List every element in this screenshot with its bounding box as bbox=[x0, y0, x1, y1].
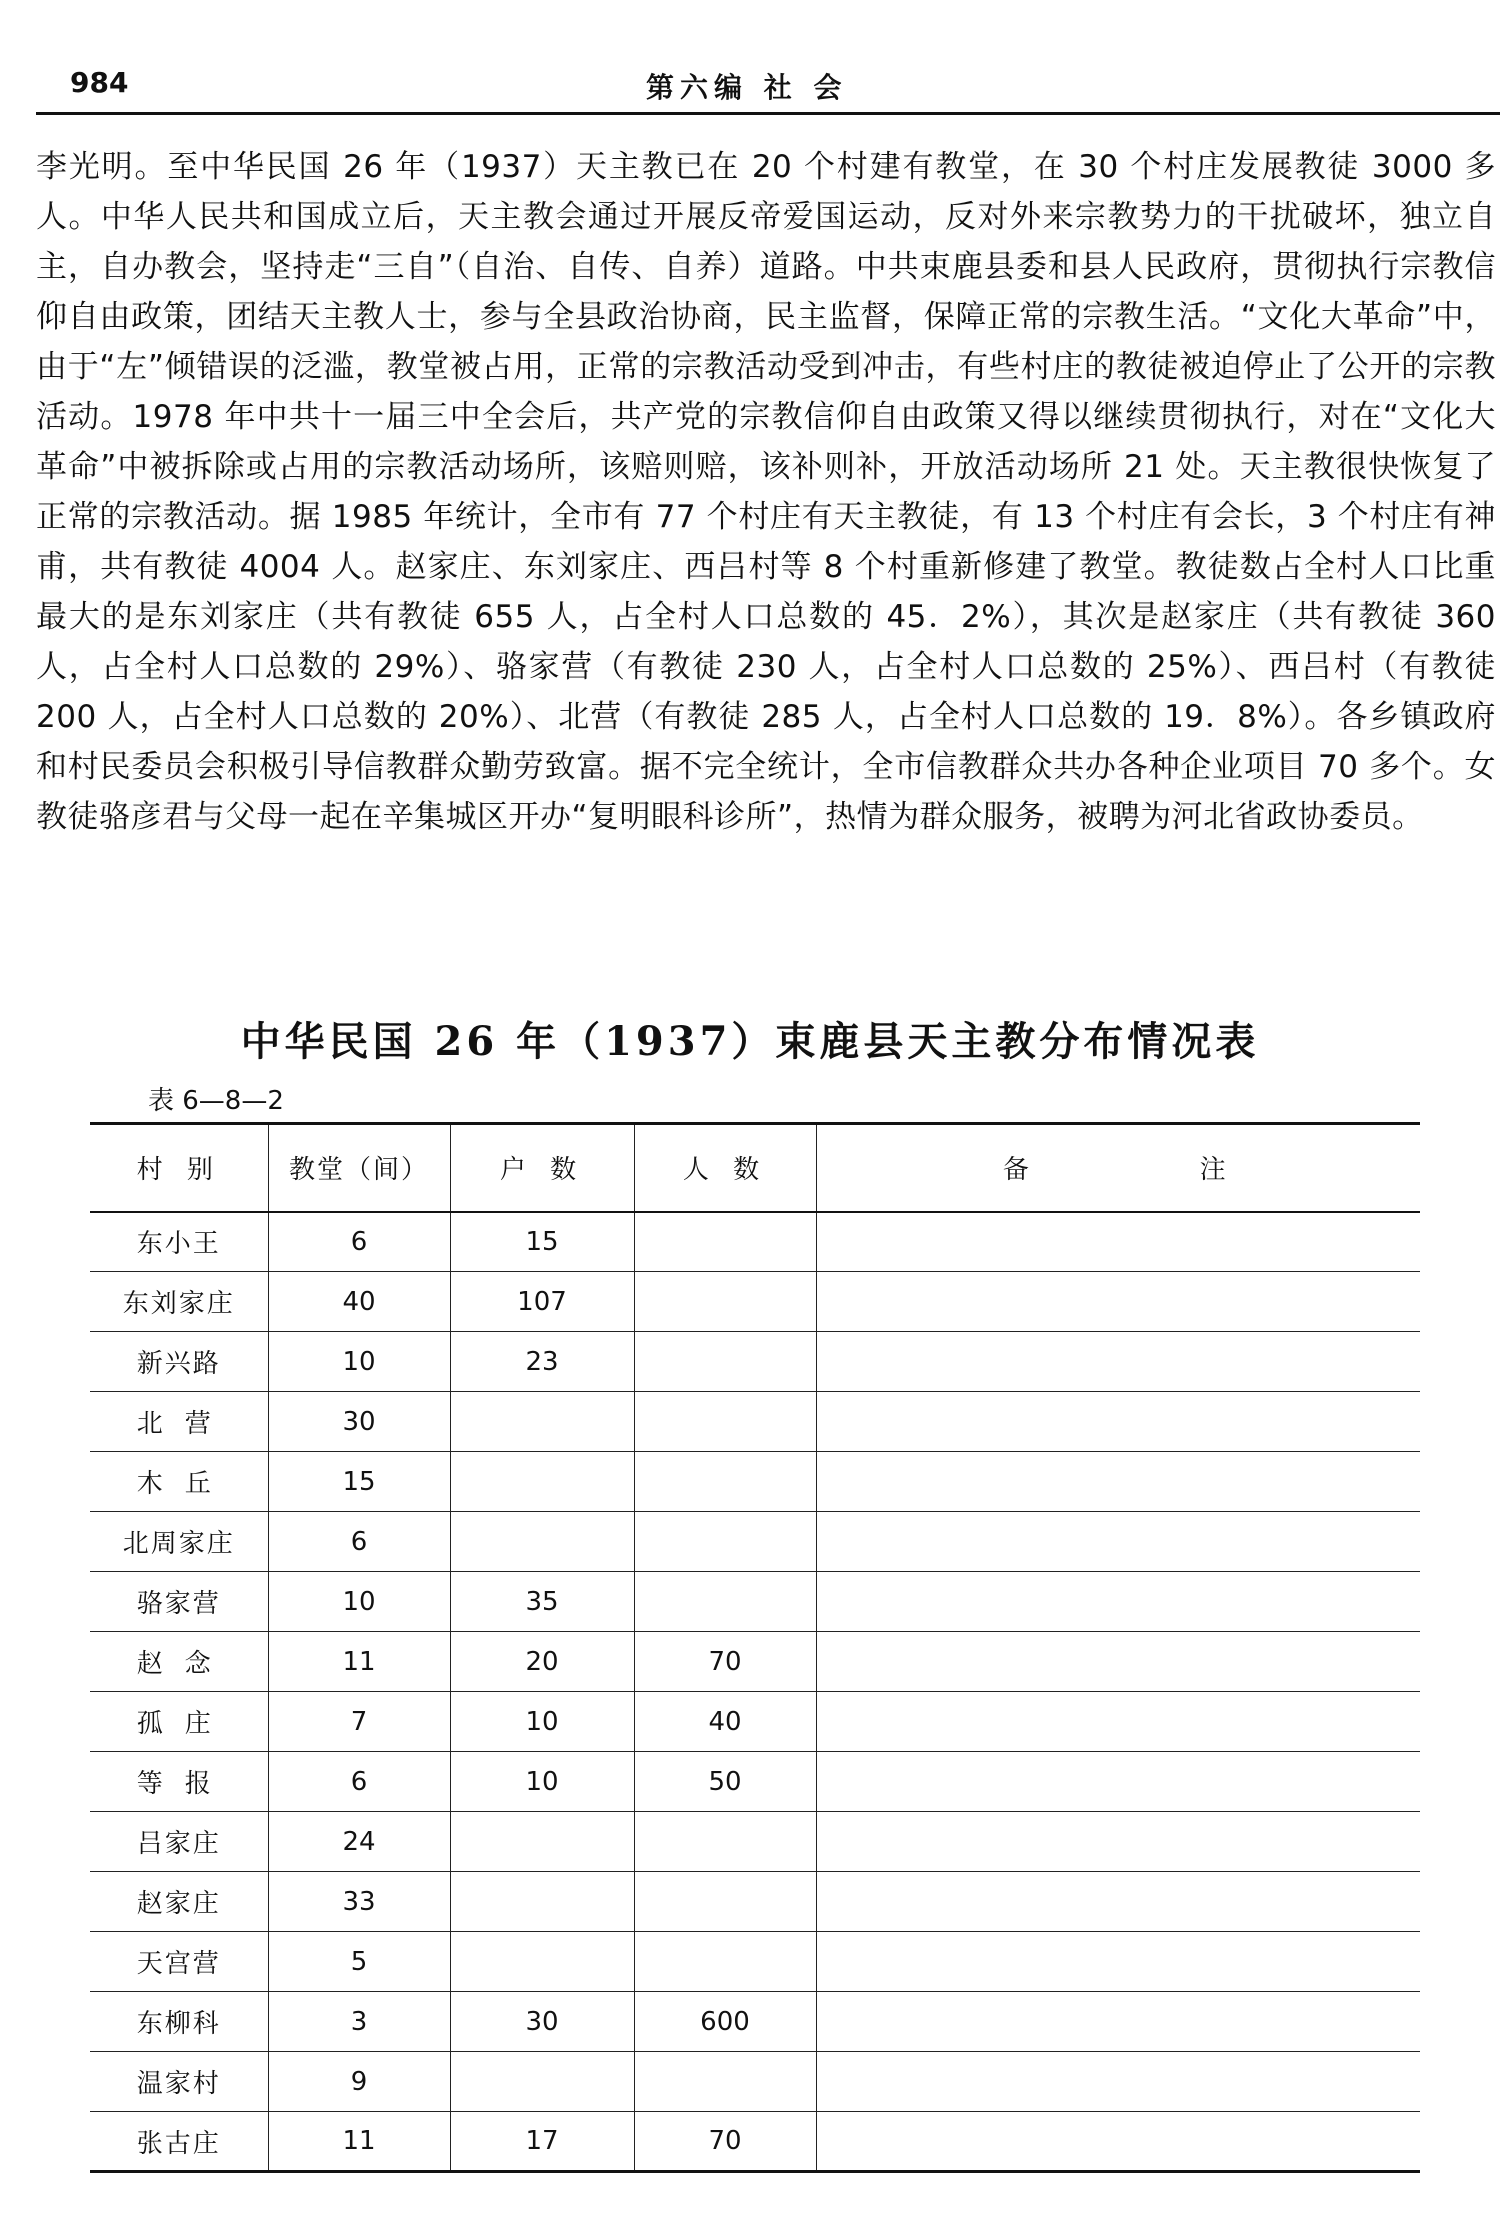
table-row bbox=[90, 1272, 1420, 1332]
village-cell: 张古庄 bbox=[90, 2112, 268, 2172]
table-number: 表 6—8—2 bbox=[148, 1086, 284, 1116]
notes-cell bbox=[816, 2112, 1420, 2172]
table-row bbox=[90, 1812, 1420, 1872]
notes-cell bbox=[816, 1572, 1420, 1632]
village-cell: 骆家营 bbox=[90, 1572, 268, 1632]
churches-cell: 40 bbox=[268, 1272, 450, 1332]
churches-cell: 24 bbox=[268, 1812, 450, 1872]
churches-cell: 9 bbox=[268, 2052, 450, 2112]
churches-cell: 5 bbox=[268, 1932, 450, 1992]
table-row bbox=[90, 1212, 1420, 1272]
households-cell: 107 bbox=[450, 1272, 634, 1332]
people-cell bbox=[634, 2052, 816, 2112]
table-row bbox=[90, 1512, 1420, 1572]
header-village: 村 别 bbox=[90, 1124, 268, 1212]
households-cell: 30 bbox=[450, 1992, 634, 2052]
households-cell: 20 bbox=[450, 1632, 634, 1692]
village-cell: 北营 bbox=[90, 1392, 268, 1452]
notes-cell bbox=[816, 1692, 1420, 1752]
page-number: 984 bbox=[70, 66, 129, 99]
notes-cell bbox=[816, 1812, 1420, 1872]
people-cell bbox=[634, 1212, 816, 1272]
households-cell bbox=[450, 2052, 634, 2112]
notes-cell bbox=[816, 1872, 1420, 1932]
table-row bbox=[90, 1452, 1420, 1512]
churches-cell: 15 bbox=[268, 1452, 450, 1512]
notes-cell bbox=[816, 1512, 1420, 1572]
village-cell: 吕家庄 bbox=[90, 1812, 268, 1872]
households-cell bbox=[450, 1812, 634, 1872]
people-cell: 40 bbox=[634, 1692, 816, 1752]
body-text bbox=[36, 142, 1496, 842]
churches-cell: 6 bbox=[268, 1212, 450, 1272]
notes-cell bbox=[816, 1332, 1420, 1392]
village-cell: 北周家庄 bbox=[90, 1512, 268, 1572]
households-cell: 15 bbox=[450, 1212, 634, 1272]
churches-cell: 6 bbox=[268, 1512, 450, 1572]
people-cell: 600 bbox=[634, 1992, 816, 2052]
header-rule bbox=[36, 112, 1500, 115]
village-cell: 木丘 bbox=[90, 1452, 268, 1512]
people-cell bbox=[634, 1812, 816, 1872]
table-body bbox=[90, 1212, 1420, 2172]
people-cell: 70 bbox=[634, 1632, 816, 1692]
header-people: 人 数 bbox=[634, 1124, 816, 1212]
table-row bbox=[90, 1992, 1420, 2052]
notes-cell bbox=[816, 1392, 1420, 1452]
households-cell: 17 bbox=[450, 2112, 634, 2172]
village-cell: 新兴路 bbox=[90, 1332, 268, 1392]
village-cell: 东小王 bbox=[90, 1212, 268, 1272]
notes-cell bbox=[816, 2052, 1420, 2112]
notes-cell bbox=[816, 1272, 1420, 1332]
households-cell bbox=[450, 1932, 634, 1992]
village-cell: 赵家庄 bbox=[90, 1872, 268, 1932]
header-notes: 备 注 bbox=[816, 1124, 1420, 1212]
people-cell: 50 bbox=[634, 1752, 816, 1812]
village-cell: 东柳科 bbox=[90, 1992, 268, 2052]
table-header-row bbox=[90, 1124, 1420, 1212]
table-row bbox=[90, 1752, 1420, 1812]
header-households: 户 数 bbox=[450, 1124, 634, 1212]
table-row bbox=[90, 1572, 1420, 1632]
households-cell: 10 bbox=[450, 1692, 634, 1752]
notes-cell bbox=[816, 1452, 1420, 1512]
village-cell: 温家村 bbox=[90, 2052, 268, 2112]
people-cell bbox=[634, 1572, 816, 1632]
churches-cell: 33 bbox=[268, 1872, 450, 1932]
households-cell bbox=[450, 1512, 634, 1572]
table-row bbox=[90, 1692, 1420, 1752]
households-cell: 23 bbox=[450, 1332, 634, 1392]
churches-cell: 30 bbox=[268, 1392, 450, 1452]
village-cell: 东刘家庄 bbox=[90, 1272, 268, 1332]
table-row bbox=[90, 1392, 1420, 1452]
notes-cell bbox=[816, 1992, 1420, 2052]
people-cell bbox=[634, 1512, 816, 1572]
people-cell bbox=[634, 1872, 816, 1932]
table-row bbox=[90, 1872, 1420, 1932]
people-cell bbox=[634, 1272, 816, 1332]
running-title: 第六编 社 会 bbox=[646, 71, 848, 104]
people-cell bbox=[634, 1392, 816, 1452]
churches-cell: 3 bbox=[268, 1992, 450, 2052]
table-title: 中华民国 26 年（1937）束鹿县天主教分布情况表 bbox=[240, 1018, 1260, 1065]
churches-cell: 10 bbox=[268, 1332, 450, 1392]
households-cell bbox=[450, 1392, 634, 1452]
households-cell: 10 bbox=[450, 1752, 634, 1812]
village-cell: 天宫营 bbox=[90, 1932, 268, 1992]
table-row bbox=[90, 2052, 1420, 2112]
body-paragraph: 李光明。至中华民国 26 年（1937）天主教已在 20 个村建有教堂，在 30 个村庄发展教徒 3000 多人。中华人民共和国成立后，天主教会通过开展反帝爱国运动，反对外来宗教势力的干扰破坏，独立自主，自办教会，坚持走“三自”（自治、自传、自养）道路。中共束鹿县委和县人民政府，贯彻执行宗教信仰自由政策，团结天主教人士，参与全县政治协商，民主监督，保障正常的宗教生活。“文化大革命”中，由于“左”倾错误的泛滥，教堂被占用，正常的宗教活动受到冲击，有些村庄的教徒被迫停止了公开的宗教活动。1978 年中共十一届三中全会后，共产党的宗教信仰自由政策又得以继续贯彻执行，对在“文化大革命”中被拆除或占用的宗教活动场所，该赔则赔，该补则补，开放活动场所 21 处。天主教很快恢复了正常的宗教活动。据 1985 年统计，全市有 77 个村庄有天主教徒，有 13 个村庄有会长，3 个村庄有神甫，共有教徒 4004 人。赵家庄、东刘家庄、西吕村等 8 个村重新修建了教堂。教徒数占全村人口比重最大的是东刘家庄（共有教徒 655 人，占全村人口总数的 45．2%），其次是赵家庄（共有教徒 360 人，占全村人口总数的 29%）、骆家营（有教徒 230 人，占全村人口总数的 25%）、西吕村（有教徒 200 人，占全村人口总数的 20%）、北营（有教徒 285 人，占全村人口总数的 19．8%）。各乡镇政府和村民委员会积极引导信教群众勤劳致富。据不完全统计，全市信教群众共办各种企业项目 70 多个。女教徒骆彦君与父母一起在辛集城区开办“复明眼科诊所”，热情为群众服务，被聘为河北省政协委员。 bbox=[36, 149, 1496, 835]
village-cell: 赵念 bbox=[90, 1632, 268, 1692]
households-cell bbox=[450, 1452, 634, 1512]
people-cell bbox=[634, 1332, 816, 1392]
header-churches: 教堂（间） bbox=[268, 1124, 450, 1212]
churches-cell: 7 bbox=[268, 1692, 450, 1752]
people-cell: 70 bbox=[634, 2112, 816, 2172]
churches-cell: 6 bbox=[268, 1752, 450, 1812]
page-header bbox=[36, 62, 1500, 114]
distribution-table bbox=[90, 1122, 1420, 2173]
people-cell bbox=[634, 1452, 816, 1512]
table-row bbox=[90, 2112, 1420, 2172]
notes-cell bbox=[816, 1632, 1420, 1692]
table-row bbox=[90, 1932, 1420, 1992]
table-row bbox=[90, 1332, 1420, 1392]
table-header bbox=[90, 1124, 1420, 1212]
village-cell: 等报 bbox=[90, 1752, 268, 1812]
notes-cell bbox=[816, 1932, 1420, 1992]
churches-cell: 11 bbox=[268, 1632, 450, 1692]
notes-cell bbox=[816, 1212, 1420, 1272]
churches-cell: 11 bbox=[268, 2112, 450, 2172]
village-cell: 孤庄 bbox=[90, 1692, 268, 1752]
churches-cell: 10 bbox=[268, 1572, 450, 1632]
people-cell bbox=[634, 1932, 816, 1992]
notes-cell bbox=[816, 1752, 1420, 1812]
table-row bbox=[90, 1632, 1420, 1692]
households-cell: 35 bbox=[450, 1572, 634, 1632]
households-cell bbox=[450, 1872, 634, 1932]
